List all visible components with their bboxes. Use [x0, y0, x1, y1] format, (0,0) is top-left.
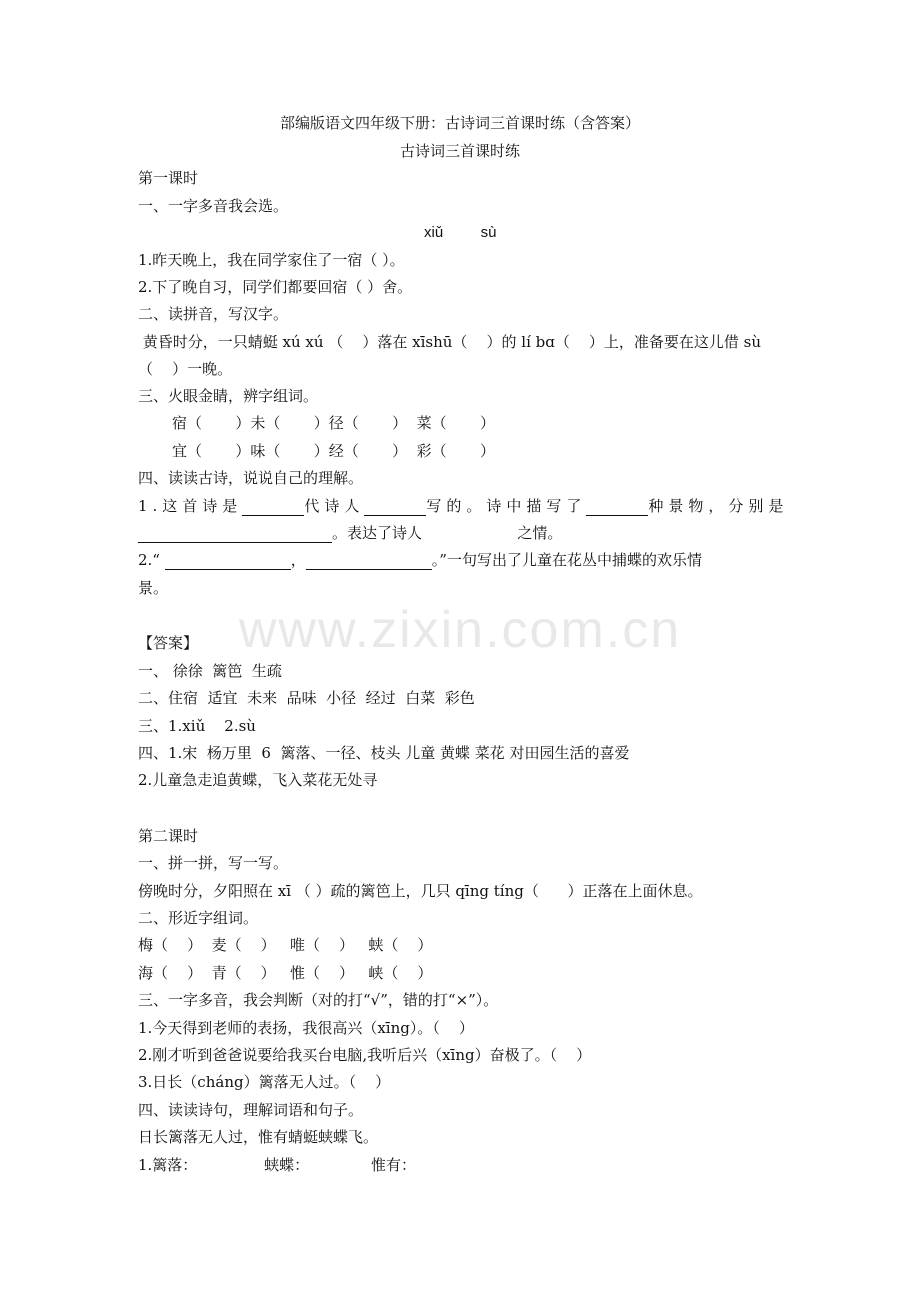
q4-item1-text-e: 。表达了诗人 之情。 [332, 524, 563, 542]
lesson2-q3-title: 三、一字多音，我会判断（对的打“√”，错的打“×”）。 [138, 991, 499, 1009]
lesson1-q4-item1-line2 [138, 523, 562, 543]
lesson1-q4-item2-line2: 景。 [138, 579, 169, 597]
lesson1-heading: 第一课时 [138, 169, 199, 187]
lesson1-q4-item2-line1 [138, 550, 702, 570]
fill-blank[interactable] [242, 500, 304, 516]
q4-item2-text-c: 。”一句写出了儿童在花丛中捕蝶的欢乐情 [431, 551, 702, 569]
document-title: 部编版语文四年级下册：古诗词三首课时练（含答案） [279, 114, 640, 132]
answers-heading: 【答案】 [138, 634, 199, 652]
lesson2-q3-item3: 3.日长（cháng）篱落无人过。（ ） [138, 1073, 391, 1091]
q4-item2-text-b: ， [290, 551, 306, 569]
lesson2-q3-item1: 1.今天得到老师的表扬，我很高兴（xīng）。（ ） [138, 1019, 474, 1037]
answer-5: 2.儿童急走追黄蝶，飞入菜花无处寻 [138, 771, 378, 789]
lesson2-q2-row1: 梅（ ） 麦（ ） 唯（ ） 蛱（ ） [138, 936, 433, 954]
lesson2-q4-poem: 日长篱落无人过，惟有蜻蜓蛱蝶飞。 [138, 1128, 379, 1146]
fill-blank[interactable] [364, 500, 426, 516]
lesson1-q1-pinyin: xiǔ sù [424, 224, 497, 241]
lesson2-q4-title: 四、读读诗句，理解词语和句子。 [138, 1101, 364, 1119]
lesson1-q3-title: 三、火眼金睛，辨字组词。 [138, 387, 319, 405]
lesson2-q4-item1: 1.篱落： 蛱蝶： 惟有： [138, 1156, 417, 1174]
fill-blank[interactable] [138, 527, 332, 543]
q4-item2-text-a: 2.“ [138, 551, 160, 569]
lesson1-q1-title: 一、一字多音我会选。 [138, 197, 289, 215]
lesson2-q3-item2: 2.刚才听到爸爸说要给我买台电脑,我听后兴（xīng）奋极了。（ ） [138, 1046, 592, 1064]
answer-3: 三、1.xiǔ 2.sù [138, 717, 256, 735]
q4-item1-text-b: 代诗人 [304, 497, 365, 515]
lesson1-q1-item1: 1.昨天晚上，我在同学家住了一宿（ ）。 [138, 251, 405, 269]
lesson2-q2-title: 二、形近字组词。 [138, 909, 259, 927]
lesson1-q4-item1-line1 [138, 496, 789, 516]
lesson2-heading: 第二课时 [138, 827, 199, 845]
q4-item1-text-d: 种景物，分别是 [648, 497, 789, 515]
lesson1-q2-line2: （ ）一晚。 [138, 360, 233, 378]
fill-blank[interactable] [165, 554, 291, 570]
lesson1-q2-title: 二、读拼音，写汉字。 [138, 305, 289, 323]
fill-blank[interactable] [306, 554, 432, 570]
answer-4: 四、1.宋 杨万里 6 篱落、一径、枝头 儿童 黄蝶 菜花 对田园生活的喜爱 [138, 744, 630, 762]
document-subtitle: 古诗词三首课时练 [399, 142, 520, 160]
lesson1-q4-title: 四、读读古诗，说说自己的理解。 [138, 469, 364, 487]
lesson1-q3-row1: 宿（ ）未（ ）径（ ） 菜（ ） [172, 414, 496, 432]
lesson1-q2-line1: 黄昏时分，一只蜻蜓 xú xú （ ）落在 xīshū（ ）的 lí bɑ（ ）上，准备要在这儿借 sù [138, 333, 762, 351]
lesson2-q2-row2: 海（ ） 青（ ） 惟（ ） 峡（ ） [138, 964, 433, 982]
lesson1-q1-item2: 2.下了晚自习，同学们都要回宿（ ）舍。 [138, 278, 413, 296]
lesson1-q3-row2: 宜（ ）味（ ）经（ ） 彩（ ） [172, 442, 496, 460]
q4-item1-text-a: 1.这首诗是 [138, 497, 243, 515]
answer-2: 二、住宿 适宜 未来 品味 小径 经过 白菜 彩色 [138, 689, 475, 707]
lesson2-q1-title: 一、拼一拼，写一写。 [138, 854, 289, 872]
answer-1: 一、 徐徐 篱笆 生疏 [138, 662, 282, 680]
lesson2-q1-line: 傍晚时分，夕阳照在 xī （ ）疏的篱笆上，几只 qīng tíng（ ）正落在上面休息。 [138, 882, 703, 900]
q4-item1-text-c: 写的。诗中描写了 [426, 497, 587, 515]
watermark: www.zixin.com.cn [238, 601, 682, 659]
fill-blank[interactable] [586, 500, 648, 516]
